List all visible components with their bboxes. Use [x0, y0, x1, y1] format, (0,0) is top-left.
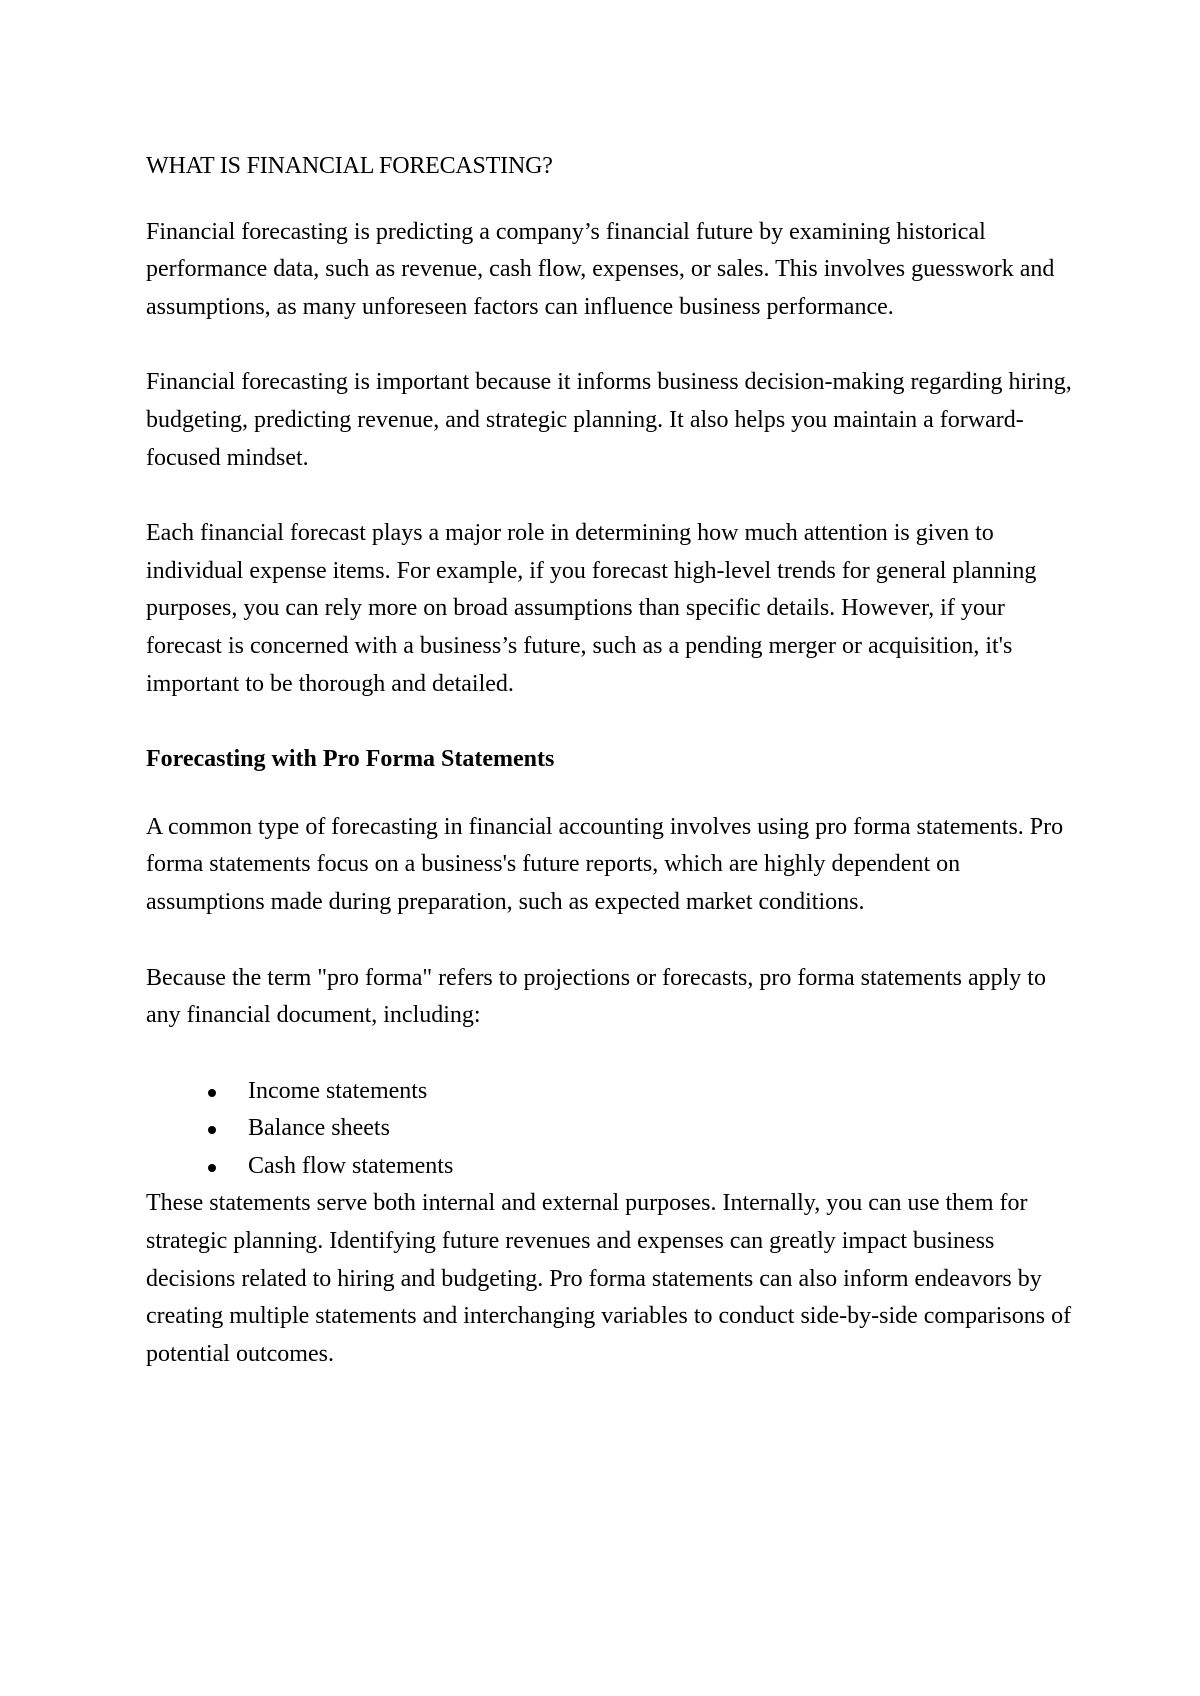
- list-item: [200, 1110, 1076, 1148]
- bullet-icon: [208, 1089, 216, 1097]
- intro-paragraph: Financial forecasting is predicting a company’s financial future by examining historical performance data, such as revenue, cash flow, expenses, or sales. This involves guesswork and assumptions, as many unforeseen factors can influence business performance.: [146, 218, 1055, 320]
- pro-forma-paragraph: A common type of forecasting in financial accounting involves using pro forma statements. Pro forma statements focus on a business's future reports, which are highly dependent on assumptions made during preparation, such as expected market conditions.: [146, 813, 1064, 915]
- list-item-label: Income statements: [248, 1077, 428, 1104]
- purposes-paragraph: These statements serve both internal and external purposes. Internally, you can use them for strategic planning. Identifying future revenues and expenses can greatly impact business decisions related to hiring and budgeting. Pro forma statements can also inform endeavors by creating multiple statements and interchanging variables to conduct side-by-side comparisons of potential outcomes.: [146, 1190, 1072, 1367]
- bullet-icon: [208, 1126, 216, 1134]
- detail-level-paragraph: Each financial forecast plays a major role in determining how much attention is given to individual expense items. For example, if you forecast high-level trends for general planning purposes, you can rely more on broad assumptions than specific details. However, if your forecast is concerned with a business’s future, such as a pending merger or acquisition, it's important to be thorough and detailed.: [146, 520, 1037, 697]
- section-heading: Forecasting with Pro Forma Statements: [146, 746, 555, 773]
- importance-paragraph: Financial forecasting is important because it informs business decision-making regarding hiring, budgeting, predicting revenue, and strategic planning. It also helps you maintain a forward-focused mindset.: [146, 369, 1072, 471]
- statement-types-list: [146, 1073, 1076, 1186]
- list-item: [200, 1148, 1076, 1186]
- list-item-label: Cash flow statements: [248, 1152, 454, 1179]
- bullet-icon: [208, 1164, 216, 1172]
- pro-forma-term-paragraph: Because the term "pro forma" refers to projections or forecasts, pro forma statements apply to any financial document, including:: [146, 964, 1046, 1029]
- list-item: [200, 1073, 1076, 1111]
- document-body: [146, 148, 1076, 1373]
- document-title: WHAT IS FINANCIAL FORECASTING?: [146, 153, 553, 179]
- list-item-label: Balance sheets: [248, 1115, 390, 1142]
